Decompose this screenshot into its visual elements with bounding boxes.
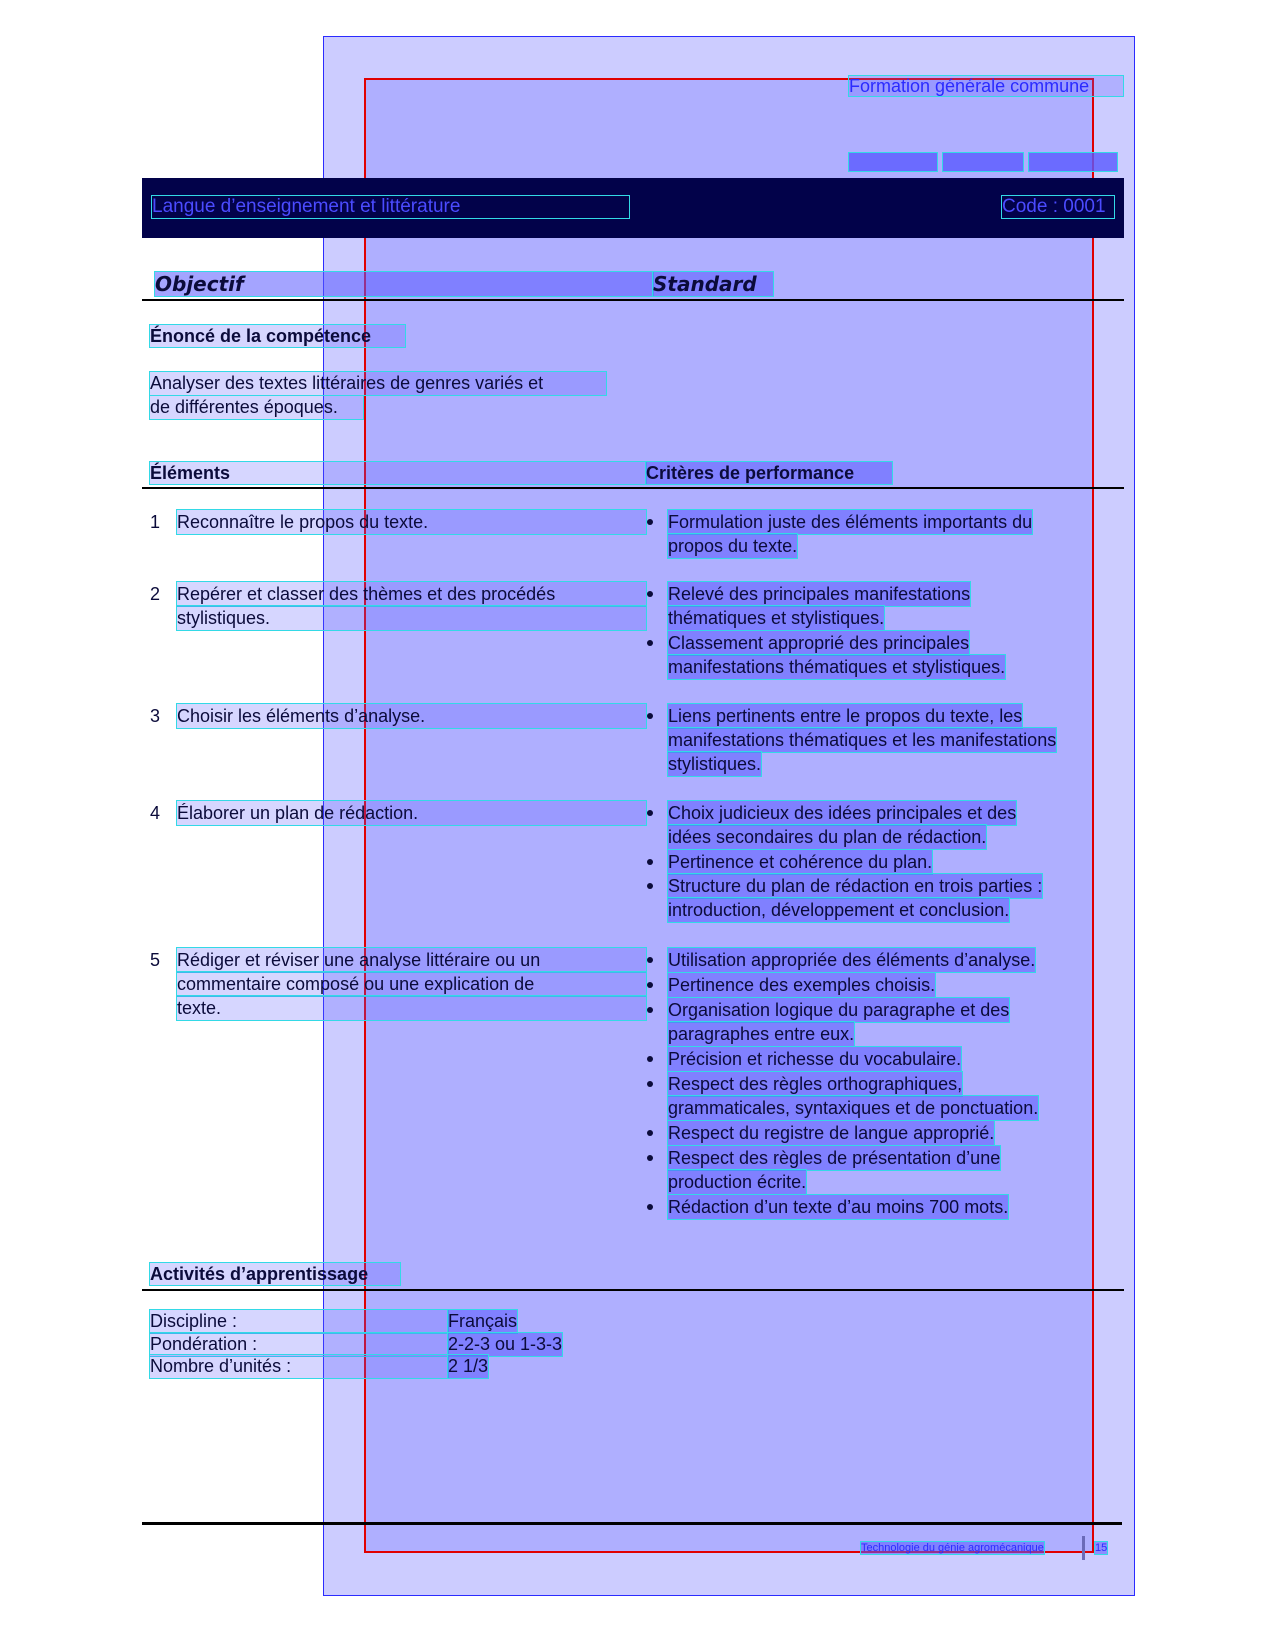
criterion-text: Précision et richesse du vocabulaire. — [668, 1049, 962, 1069]
criterion-text: grammaticales, syntaxiques et de ponctuation. — [668, 1098, 1039, 1118]
weighting-label: Pondération : — [150, 1333, 448, 1356]
title-bar — [142, 178, 1124, 238]
discipline-value: Français — [448, 1311, 518, 1331]
activities-heading: Activités d’apprentissage — [150, 1263, 400, 1285]
element-text: commentaire composé ou une explication de — [177, 972, 646, 996]
elements-heading: Éléments — [150, 462, 646, 484]
competence-line: Analyser des textes littéraires de genres variés et — [150, 372, 606, 395]
criterion-text: Liens pertinents entre le propos du texte, les — [668, 706, 1023, 726]
element-number: 1 — [150, 512, 161, 532]
criterion-text: manifestations thématiques et les manifestations — [668, 730, 1057, 750]
criterion-text: Respect du registre de langue approprié. — [668, 1123, 995, 1143]
criterion-text: Relevé des principales manifestations — [668, 584, 971, 604]
competence-line: de différentes époques. — [150, 396, 363, 419]
program-header: Formation générale commune — [849, 76, 1123, 96]
element-number: 5 — [150, 950, 161, 970]
course-code: Code : 0001 — [1002, 196, 1114, 218]
criterion-text: stylistiques. — [668, 754, 762, 774]
element-text: Repérer et classer des thèmes et des procédés — [177, 582, 646, 606]
criterion-text: Structure du plan de rédaction en trois parties : — [668, 876, 1043, 896]
criterion-text: Choix judicieux des idées principales et des — [668, 803, 1017, 823]
element-item — [150, 801, 646, 825]
element-text: stylistiques. — [177, 606, 646, 630]
header-bar — [943, 153, 1023, 171]
units-label: Nombre d’unités : — [150, 1355, 448, 1378]
footer-divider — [142, 1522, 1122, 1525]
element-item — [150, 582, 646, 630]
header-bar — [849, 153, 937, 171]
discipline-label: Discipline : — [150, 1310, 448, 1333]
element-number: 3 — [150, 706, 161, 726]
objective-heading: Objectif — [155, 272, 653, 296]
divider — [142, 1289, 1124, 1291]
criterion-text: propos du texte. — [668, 536, 798, 556]
element-text: Élaborer un plan de rédaction. — [177, 801, 646, 825]
element-text: Rédiger et réviser une analyse littéraire ou un — [177, 948, 646, 972]
weighting-value: 2-2-3 ou 1-3-3 — [448, 1334, 563, 1354]
criterion-text: Organisation logique du paragraphe et des — [668, 1000, 1010, 1020]
criterion-text: production écrite. — [668, 1172, 807, 1192]
header-bar — [1029, 153, 1117, 171]
element-text: Reconnaître le propos du texte. — [177, 510, 646, 534]
divider — [142, 487, 1124, 489]
criterion-text: Respect des règles orthographiques, — [668, 1074, 963, 1094]
competence-heading: Énoncé de la compétence — [150, 325, 405, 347]
footer-program: Technologie du génie agromécanique — [861, 1542, 1044, 1554]
criteria-heading: Critères de performance — [646, 462, 892, 484]
divider — [142, 299, 1124, 301]
criterion-text: Rédaction d’un texte d’au moins 700 mots. — [668, 1197, 1009, 1217]
criterion-text: Classement approprié des principales — [668, 633, 970, 653]
element-item — [150, 510, 646, 534]
element-item — [150, 704, 646, 728]
standard-heading: Standard — [653, 272, 773, 296]
criterion-text: thématiques et stylistiques. — [668, 608, 885, 628]
criterion-text: introduction, développement et conclusion. — [668, 900, 1010, 920]
criterion-text: Pertinence des exemples choisis. — [668, 975, 936, 995]
element-number: 2 — [150, 584, 161, 604]
footer-separator — [1082, 1536, 1085, 1560]
element-item — [150, 948, 646, 1020]
criterion-text: idées secondaires du plan de rédaction. — [668, 827, 987, 847]
criterion-text: Respect des règles de présentation d’une — [668, 1148, 1001, 1168]
criterion-text: Pertinence et cohérence du plan. — [668, 852, 933, 872]
header-placeholder-bars — [849, 153, 1117, 171]
criterion-text: Utilisation appropriée des éléments d’analyse. — [668, 950, 1036, 970]
criterion-text: paragraphes entre eux. — [668, 1024, 855, 1044]
element-text: Choisir les éléments d’analyse. — [177, 704, 646, 728]
criterion-text: Formulation juste des éléments importants du — [668, 512, 1033, 532]
units-value: 2 1/3 — [448, 1356, 489, 1376]
element-text: texte. — [177, 996, 646, 1020]
criterion-text: manifestations thématiques et stylistiques. — [668, 657, 1006, 677]
course-title: Langue d’enseignement et littérature — [152, 196, 629, 218]
element-number: 4 — [150, 803, 161, 823]
page-number: 15 — [1095, 1542, 1108, 1554]
